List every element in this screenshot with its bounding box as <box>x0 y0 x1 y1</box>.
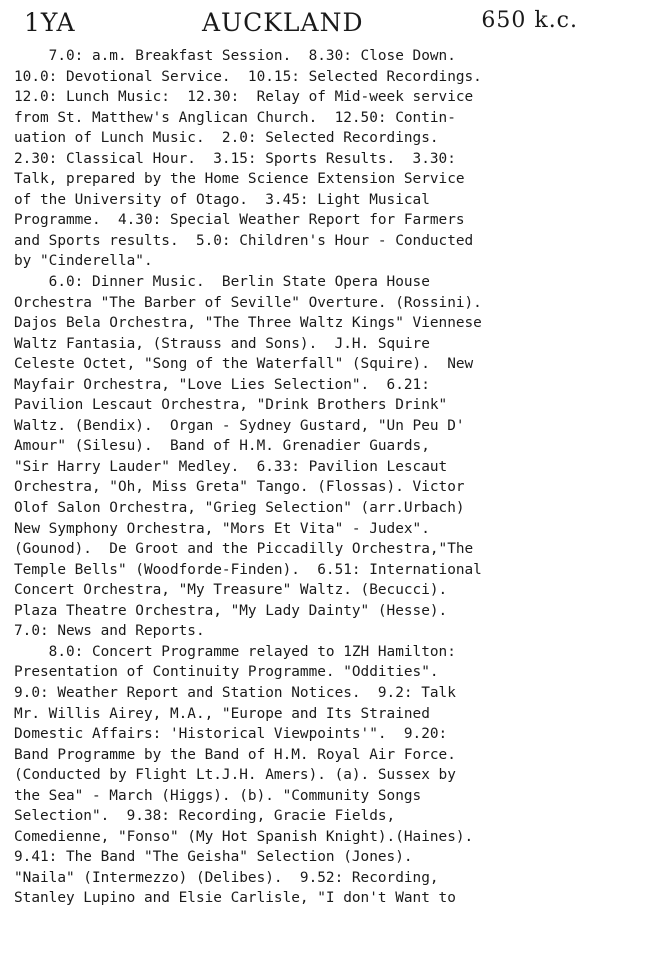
text-line: "Sir Harry Lauder" Medley. 6.33: Pavilion Lescaut <box>14 458 448 475</box>
text-line: of the University of Otago. 3.45: Light Musical <box>14 191 430 208</box>
text-line: 12.0: Lunch Music: 12.30: Relay of Mid-week service <box>14 89 474 106</box>
text-line: Dajos Bela Orchestra, "The Three Waltz Kings" Viennese <box>14 315 482 332</box>
text-line: Band Programme by the Band of H.M. Royal Air Force. <box>14 746 456 763</box>
page-header <box>14 0 644 46</box>
text-line: 9.41: The Band "The Geisha" Selection (Jones). <box>14 849 413 866</box>
text-line: Olof Salon Orchestra, "Grieg Selection" (arr.Urbach) <box>14 500 465 517</box>
station-callsign: 1YA <box>24 8 76 37</box>
text-line: 9.0: Weather Report and Station Notices. 9.2: Talk <box>14 684 456 701</box>
text-line: Mr. Willis Airey, M.A., "Europe and Its Strained <box>14 705 430 722</box>
text-line: "Naila" (Intermezzo) (Delibes). 9.52: Recording, <box>14 869 439 886</box>
text-line: uation of Lunch Music. 2.0: Selected Recordings. <box>14 130 439 147</box>
text-line: Mayfair Orchestra, "Love Lies Selection". 6.21: <box>14 376 430 393</box>
station-city: AUCKLAND <box>202 8 364 37</box>
text-line: (Gounod). De Groot and the Piccadilly Orchestra,"The <box>14 541 474 558</box>
station-frequency: 650 k.c. <box>481 8 578 33</box>
text-line: Presentation of Continuity Programme. "Oddities". <box>14 664 439 681</box>
text-line: Comedienne, "Fonso" (My Hot Spanish Knight).(Haines). <box>14 828 474 845</box>
text-line: Celeste Octet, "Song of the Waterfall" (Squire). New <box>14 356 474 373</box>
text-line: 10.0: Devotional Service. 10.15: Selected Recordings. <box>14 68 482 85</box>
text-line: Domestic Affairs: 'Historical Viewpoints'". 9.20: <box>14 726 448 743</box>
text-line: Plaza Theatre Orchestra, "My Lady Dainty" (Hesse). <box>14 602 448 619</box>
text-line: 7.0: News and Reports. <box>14 623 205 640</box>
text-line: Orchestra, "Oh, Miss Greta" Tango. (Flossas). Victor <box>14 479 465 496</box>
text-line: Waltz Fantasia, (Strauss and Sons). J.H. Squire <box>14 335 430 352</box>
text-line: 7.0: a.m. Breakfast Session. 8.30: Close Down. <box>14 48 456 64</box>
text-line: from St. Matthew's Anglican Church. 12.50: Contin- <box>14 109 456 126</box>
programme-text <box>14 46 644 909</box>
text-line: Stanley Lupino and Elsie Carlisle, "I don't Want to <box>14 890 456 907</box>
text-line: Temple Bells" (Woodforde-Finden). 6.51: International <box>14 561 482 578</box>
text-line: Orchestra "The Barber of Seville" Overture. (Rossini). <box>14 294 482 311</box>
text-line: New Symphony Orchestra, "Mors Et Vita" - Judex". <box>14 520 430 537</box>
text-line: Selection". 9.38: Recording, Gracie Fields, <box>14 808 396 825</box>
text-line: 6.0: Dinner Music. Berlin State Opera House <box>14 274 430 291</box>
text-line: (Conducted by Flight Lt.J.H. Amers). (a). Sussex by <box>14 767 456 784</box>
text-line: Amour" (Silesu). Band of H.M. Grenadier Guards, <box>14 438 430 455</box>
text-line: Concert Orchestra, "My Treasure" Waltz. (Becucci). <box>14 582 448 599</box>
text-line: Pavilion Lescaut Orchestra, "Drink Brothers Drink" <box>14 397 448 414</box>
text-line: the Sea" - March (Higgs). (b). "Community Songs <box>14 787 422 804</box>
text-line: 2.30: Classical Hour. 3.15: Sports Results. 3.30: <box>14 150 456 167</box>
text-line: and Sports results. 5.0: Children's Hour - Conducted <box>14 232 474 249</box>
text-line: 8.0: Concert Programme relayed to 1ZH Hamilton: <box>14 643 456 660</box>
text-line: by "Cinderella". <box>14 253 153 270</box>
text-line: Programme. 4.30: Special Weather Report for Farmers <box>14 212 465 229</box>
text-line: Talk, prepared by the Home Science Extension Service <box>14 171 465 188</box>
text-line: Waltz. (Bendix). Organ - Sydney Gustard, "Un Peu D' <box>14 417 465 434</box>
